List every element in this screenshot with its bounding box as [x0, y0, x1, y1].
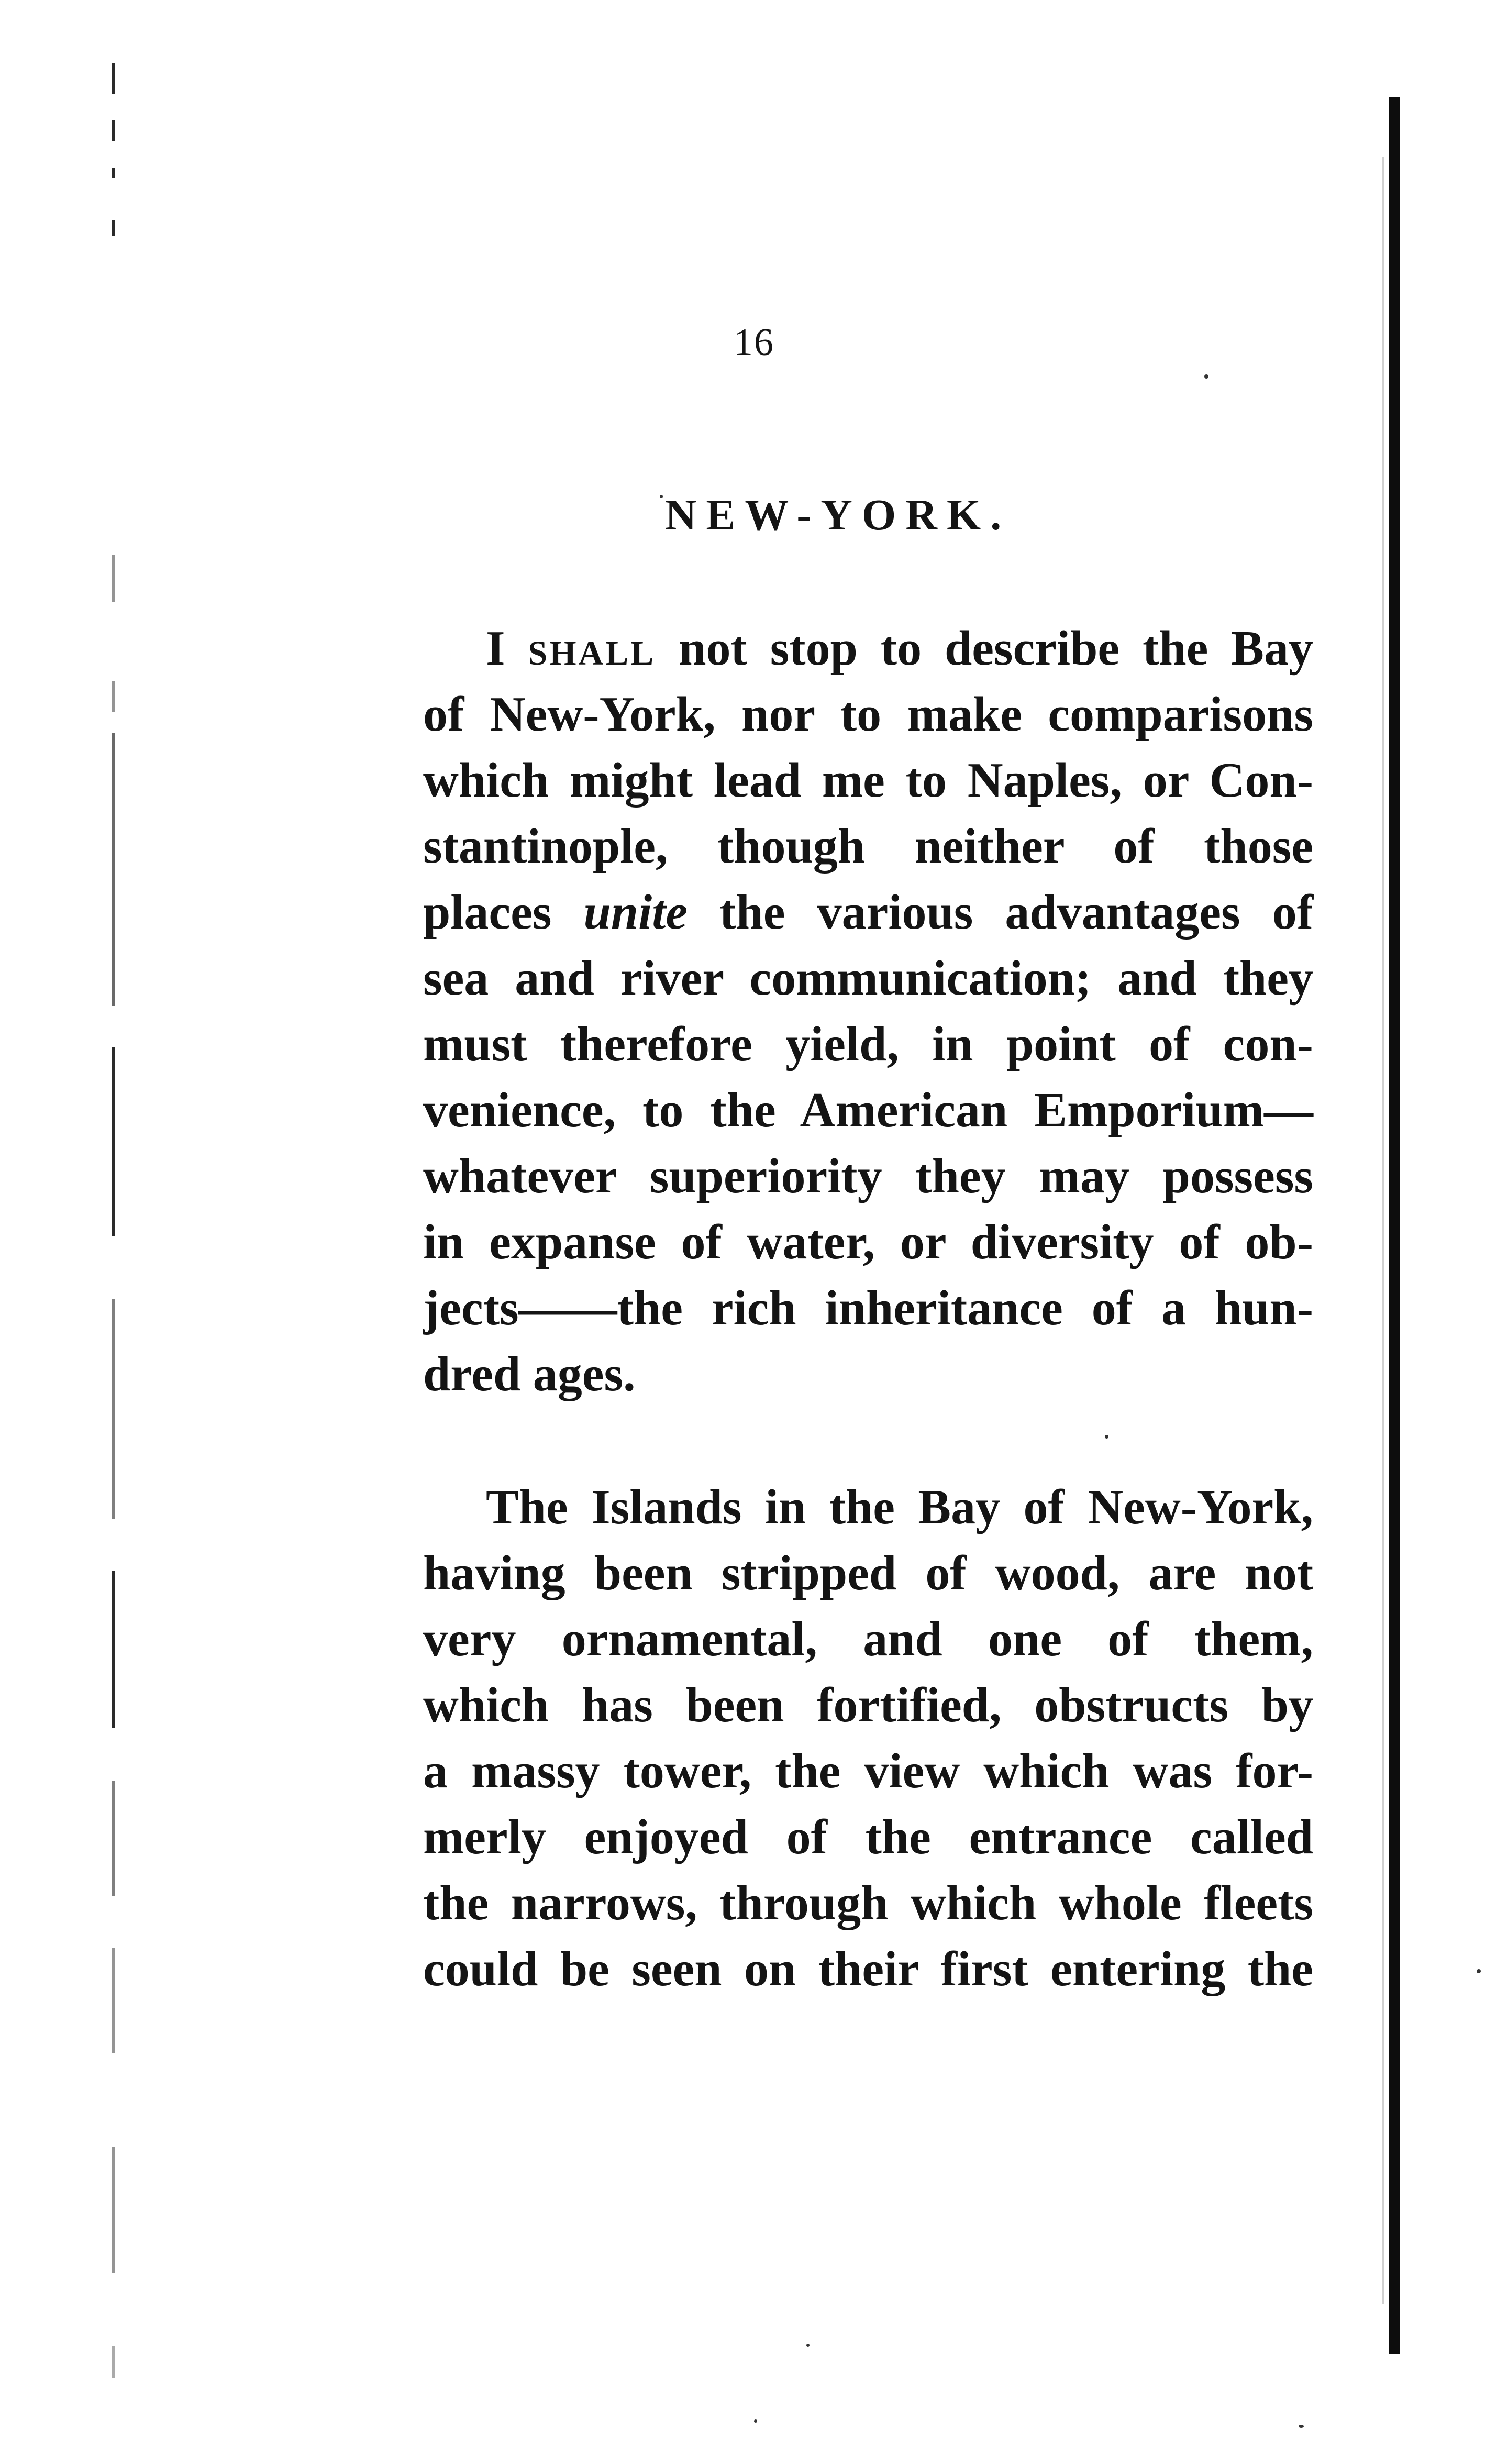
speck	[1477, 1969, 1481, 1973]
paragraph-line: The Islands in the Bay of New-York,	[486, 1480, 1313, 1534]
paragraph-line: could be seen on their first entering the	[423, 1942, 1313, 1996]
paragraph-line: merly enjoyed of the entrance called	[423, 1810, 1313, 1864]
paragraph-line: I shall not stop to describe the Bay	[486, 621, 1313, 676]
small-caps-word: shall	[528, 621, 656, 676]
scan-edge-right-shadow	[1382, 157, 1384, 2304]
speck	[1105, 1435, 1108, 1439]
paragraph-line: which has been fortified, obstructs by	[423, 1678, 1313, 1732]
paragraph-line: the narrows, through which whole fleets	[423, 1876, 1313, 1930]
speck	[1299, 2425, 1304, 2428]
paragraph-line: sea and river communication; and they	[423, 951, 1313, 1006]
paragraph-line: must therefore yield, in point of con-	[423, 1017, 1313, 1071]
italic-word: unite	[583, 885, 688, 940]
paragraph-line: in expanse of water, or diversity of ob-	[423, 1215, 1313, 1269]
scan-edge-right	[1389, 97, 1400, 2354]
paragraph-line: dred ages.	[423, 1347, 636, 1401]
page-number: 16	[734, 321, 774, 364]
paragraph-line: a massy tower, the view which was for-	[423, 1744, 1313, 1798]
paragraph-line: places unite the various advantages of	[423, 885, 1314, 940]
paragraph-2	[423, 1474, 1313, 2002]
paragraph-line: whatever superiority they may possess	[423, 1149, 1313, 1203]
paragraph-line: of New-York, nor to make comparisons	[423, 687, 1313, 742]
paragraph-line: jects——the rich inheritance of a hun-	[423, 1281, 1313, 1335]
paragraph-line: which might lead me to Naples, or Con-	[423, 753, 1313, 808]
speck	[806, 2344, 810, 2347]
speck	[754, 2419, 757, 2423]
scan-edge-left	[105, 52, 126, 2435]
paragraph-line: stantinople, though neither of those	[423, 819, 1313, 874]
speck	[1204, 374, 1208, 379]
chapter-title: NEW-YORK.	[664, 491, 1011, 539]
paragraph-line: having been stripped of wood, are not	[423, 1546, 1313, 1600]
paragraph-line: venience, to the American Emporium—	[423, 1083, 1313, 1137]
paragraph-1	[423, 615, 1313, 1407]
paragraph-line: very ornamental, and one of them,	[423, 1612, 1313, 1666]
